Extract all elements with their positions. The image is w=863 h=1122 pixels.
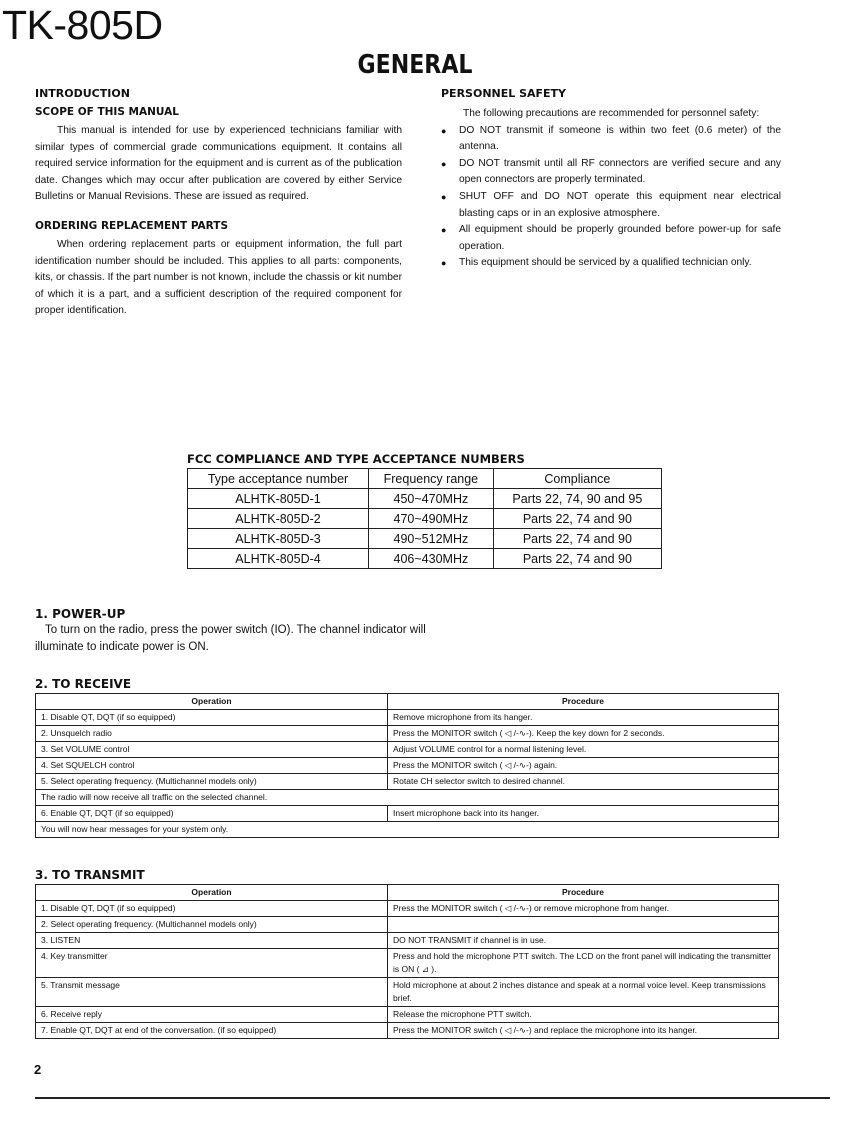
fcc-row: [188, 509, 662, 529]
safety-item: ● All equipment should be properly grounded before power-up for safe operation.: [441, 222, 781, 255]
receive-header-row: [36, 694, 779, 710]
transmit-cell: Press the MONITOR switch ( ◁ /-∿-) or remove microphone from hanger.: [388, 901, 779, 917]
receive-row: [36, 774, 779, 790]
receive-cell: 2. Unsquelch radio: [36, 726, 388, 742]
transmit-cell: 2. Select operating frequency. (Multichannel models only): [36, 917, 388, 933]
receive-section: [35, 677, 779, 838]
receive-row: [36, 822, 779, 838]
transmit-row: [36, 901, 779, 917]
safety-list: [441, 123, 781, 272]
receive-cell: 3. Set VOLUME control: [36, 742, 388, 758]
transmit-row: [36, 1023, 779, 1039]
safety-item: ● This equipment should be serviced by a qualified technician only.: [441, 255, 781, 272]
transmit-cell: 6. Receive reply: [36, 1007, 388, 1023]
transmit-cell: 4. Key transmitter: [36, 949, 388, 978]
receive-cell: You will now hear messages for your system only.: [36, 822, 779, 838]
model-title: TK-805D: [2, 2, 163, 48]
safety-intro: The following precautions are recommended for personnel safety:: [463, 108, 760, 119]
receive-cell: 4. Set SQUELCH control: [36, 758, 388, 774]
transmit-cell: 5. Transmit message: [36, 978, 388, 1007]
ordering-heading: ORDERING REPLACEMENT PARTS: [35, 219, 229, 232]
fcc-cell: 470~490MHz: [369, 509, 494, 529]
receive-cell: The radio will now receive all traffic on the selected channel.: [36, 790, 779, 806]
receive-cell: Rotate CH selector switch to desired channel.: [388, 774, 779, 790]
receive-cell: 1. Disable QT, DQT (if so equipped): [36, 710, 388, 726]
transmit-table: [35, 884, 779, 1039]
fcc-cell: ALHTK-805D-4: [188, 549, 369, 569]
receive-row: [36, 726, 779, 742]
receive-cell: Adjust VOLUME control for a normal listening level.: [388, 742, 779, 758]
safety-heading: PERSONNEL SAFETY: [441, 87, 567, 100]
safety-item: ● DO NOT transmit if someone is within two feet (0.6 meter) of the antenna.: [441, 123, 781, 156]
power-up-text: To turn on the radio, press the power switch (IO). The channel indicator will illuminate to indicate power is ON.: [35, 624, 426, 653]
ordering-text: When ordering replacement parts or equipment information, the full part identification number should be included. This applies to all parts: components, kits, or chassis. If the part number is not known, include the chassis or kit number of which it is a part, and a sufficient description of the required component for proper identification.: [35, 238, 402, 317]
transmit-row: [36, 978, 779, 1007]
transmit-header-row: [36, 885, 779, 901]
safety-column: [441, 87, 781, 272]
receive-row: [36, 710, 779, 726]
transmit-cell: 1. Disable QT, DQT (if so equipped): [36, 901, 388, 917]
fcc-row: [188, 549, 662, 569]
section-title: GENERAL: [357, 50, 473, 80]
receive-column-header: Operation: [36, 694, 388, 710]
footer-divider: [35, 1097, 830, 1099]
receive-row: [36, 790, 779, 806]
receive-cell: Insert microphone back into its hanger.: [388, 806, 779, 822]
transmit-row: [36, 1007, 779, 1023]
fcc-column-header: Frequency range: [369, 469, 494, 489]
receive-row: [36, 806, 779, 822]
introduction-heading: INTRODUCTION: [35, 87, 130, 100]
receive-cell: 6. Enable QT, DQT (if so equipped): [36, 806, 388, 822]
transmit-cell: DO NOT TRANSMIT if channel is in use.: [388, 933, 779, 949]
fcc-section: [187, 452, 662, 569]
receive-cell: Remove microphone from its hanger.: [388, 710, 779, 726]
fcc-cell: ALHTK-805D-3: [188, 529, 369, 549]
receive-cell: 5. Select operating frequency. (Multichannel models only): [36, 774, 388, 790]
receive-cell: Press the MONITOR switch ( ◁ /-∿-) again.: [388, 758, 779, 774]
fcc-row: [188, 489, 662, 509]
transmit-cell: 3. LISTEN: [36, 933, 388, 949]
safety-item: ● DO NOT transmit until all RF connectors are verified secure and any open connectors are properly terminated.: [441, 156, 781, 189]
transmit-cell: Press and hold the microphone PTT switch. The LCD on the front panel will indicating the transmitter is ON ( ⊿ ).: [388, 949, 779, 978]
fcc-table: [187, 468, 662, 569]
fcc-cell: 406~430MHz: [369, 549, 494, 569]
scope-text: This manual is intended for use by experienced technicians familiar with similar types of commercial grade communications equipment. It contains all required service information for the equipment and is current as of the publication date. Changes which may occur after publication are covered by either Service Bulletins or Manual Revisions. These are issued as required.: [35, 125, 402, 203]
receive-cell: Press the MONITOR switch ( ◁ /-∿-). Keep the key down for 2 seconds.: [388, 726, 779, 742]
page-number: 2: [34, 1062, 42, 1077]
fcc-row: [188, 529, 662, 549]
receive-row: [36, 758, 779, 774]
fcc-cell: 450~470MHz: [369, 489, 494, 509]
power-up-heading: 1. POWER-UP: [35, 607, 126, 621]
transmit-cell: Hold microphone at about 2 inches distance and speak at a normal voice level. Keep transmissions brief.: [388, 978, 779, 1007]
receive-heading: 2. TO RECEIVE: [35, 677, 132, 691]
transmit-cell: Press the MONITOR switch ( ◁ /-∿-) and replace the microphone into its hanger.: [388, 1023, 779, 1039]
transmit-row: [36, 917, 779, 933]
safety-item: ● SHUT OFF and DO NOT operate this equipment near electrical blasting caps or in an explosive atmosphere.: [441, 189, 781, 222]
receive-table: [35, 693, 779, 838]
fcc-cell: Parts 22, 74 and 90: [493, 509, 661, 529]
fcc-cell: Parts 22, 74, 90 and 95: [493, 489, 661, 509]
fcc-column-header: Type acceptance number: [188, 469, 369, 489]
fcc-heading: FCC COMPLIANCE AND TYPE ACCEPTANCE NUMBERS: [187, 452, 525, 466]
transmit-cell: 7. Enable QT, DQT at end of the conversation. (if so equipped): [36, 1023, 388, 1039]
transmit-row: [36, 949, 779, 978]
transmit-column-header: Procedure: [388, 885, 779, 901]
transmit-cell: [388, 917, 779, 933]
transmit-row: [36, 933, 779, 949]
introduction-column: [35, 87, 402, 320]
power-up-section: [35, 607, 435, 656]
fcc-cell: ALHTK-805D-1: [188, 489, 369, 509]
transmit-cell: Release the microphone PTT switch.: [388, 1007, 779, 1023]
receive-column-header: Procedure: [388, 694, 779, 710]
fcc-cell: Parts 22, 74 and 90: [493, 529, 661, 549]
transmit-section: [35, 868, 779, 1039]
transmit-column-header: Operation: [36, 885, 388, 901]
receive-row: [36, 742, 779, 758]
transmit-heading: 3. TO TRANSMIT: [35, 868, 145, 882]
fcc-column-header: Compliance: [493, 469, 661, 489]
fcc-cell: ALHTK-805D-2: [188, 509, 369, 529]
scope-heading: SCOPE OF THIS MANUAL: [35, 106, 179, 118]
fcc-cell: Parts 22, 74 and 90: [493, 549, 661, 569]
fcc-cell: 490~512MHz: [369, 529, 494, 549]
